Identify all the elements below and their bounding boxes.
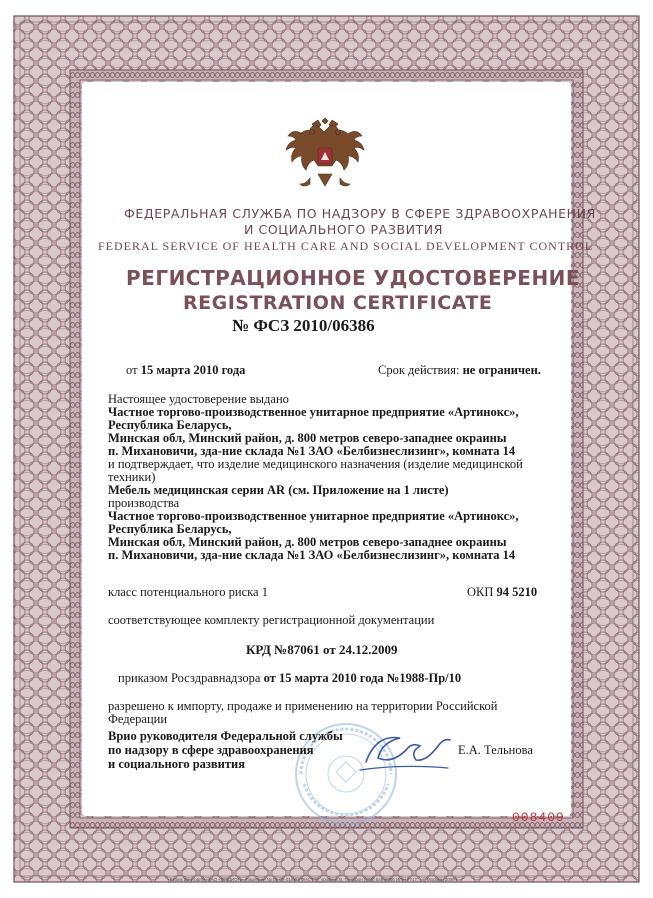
permit-line1: разрешено к импорту, продаже и применению на территории Российской (108, 699, 498, 713)
maker-line3: Минская обл, Минский район, д. 800 метров северо-западнее окраины (108, 535, 507, 549)
holder-line2: Республика Беларусь, (108, 418, 232, 432)
serial-number: 008409 (512, 810, 565, 825)
maker-line4: п. Михановичи, зда-ние склада №1 ЗАО «Белбизнеслизинг», комната 14 (108, 548, 516, 562)
order-line (118, 672, 461, 685)
print-footer: Бланк изготовлен ЗАО «ОПЦИОН», лицензия № 05-05-01/003 ФНС РФ, уровень В, телефон (495) 648-6966 ИНН 7717 ... г. Москва, 2009 г. (170, 876, 459, 882)
okp-value: 94 5210 (496, 585, 538, 599)
signatory-line1: Врио руководителя Федеральной службы (108, 729, 343, 743)
confirm-line2: техники) (108, 470, 156, 484)
agency-name-ru-line2: И СОЦИАЛЬНОГО РАЗВИТИЯ (244, 222, 444, 237)
okp-code (467, 586, 537, 599)
issue-date-prefix: от (126, 363, 138, 377)
signatory-name: Е.А. Тельнова (458, 743, 533, 757)
product-name: Мебель медицинская серии AR (см. Приложение на 1 листе) (108, 483, 449, 497)
validity-line (378, 364, 541, 377)
handwritten-signature (358, 726, 454, 776)
issue-date-line (126, 364, 245, 377)
certificate-number: № ФСЗ 2010/06386 (232, 316, 375, 335)
document-title-en: REGISTRATION CERTIFICATE (183, 292, 493, 314)
produced-by-label: производства (108, 496, 180, 510)
risk-class: класс потенциального риска 1 (108, 585, 268, 599)
issue-date-value: 15 марта 2010 года (140, 363, 246, 377)
krd-line: КРД №87061 от 24.12.2009 (246, 642, 398, 657)
permit-line2: Федерации (108, 712, 168, 726)
holder-line4: п. Михановичи, зда-ние склада №1 ЗАО «Белбизнеслизинг», комната 14 (108, 444, 516, 458)
maker-line1: Частное торгово-производственное унитарное предприятие «Артинокс», (108, 509, 519, 523)
holder-line3: Минская обл, Минский район, д. 800 метров северо-западнее окраины (108, 431, 507, 445)
signatory-line2: по надзору в сфере здравоохранения (108, 743, 314, 757)
confirm-line1: и подтверждает, что изделие медицинского назначения (изделие медицинской (108, 457, 523, 471)
validity-label: Срок действия: (378, 363, 460, 377)
maker-line2: Республика Беларусь, (108, 522, 232, 536)
okp-label: ОКП (467, 585, 494, 599)
agency-name-en: FEDERAL SERVICE OF HEALTH CARE AND SOCIAL DEVELOPMENT CONTROL (98, 239, 594, 253)
agency-name-ru-line1: ФЕДЕРАЛЬНАЯ СЛУЖБА ПО НАДЗОРУ В СФЕРЕ ЗДРАВООХРАНЕНИЯ (124, 206, 596, 221)
validity-value: не ограничен. (462, 363, 541, 377)
order-prefix: приказом Росздравнадзора (118, 671, 261, 685)
holder-line1: Частное торгово-производственное унитарное предприятие «Артинокс», (108, 405, 519, 419)
order-value: от 15 марта 2010 года №1988-Пр/10 (263, 671, 462, 685)
signatory-line3: и социального развития (108, 757, 245, 771)
conforms-line: соответствующее комплекту регистрационной документации (108, 613, 435, 627)
double-headed-eagle-emblem (282, 112, 368, 196)
issued-to-label: Настоящее удостоверение выдано (108, 392, 289, 406)
document-title-ru: РЕГИСТРАЦИОННОЕ УДОСТОВЕРЕНИЕ (126, 266, 581, 290)
